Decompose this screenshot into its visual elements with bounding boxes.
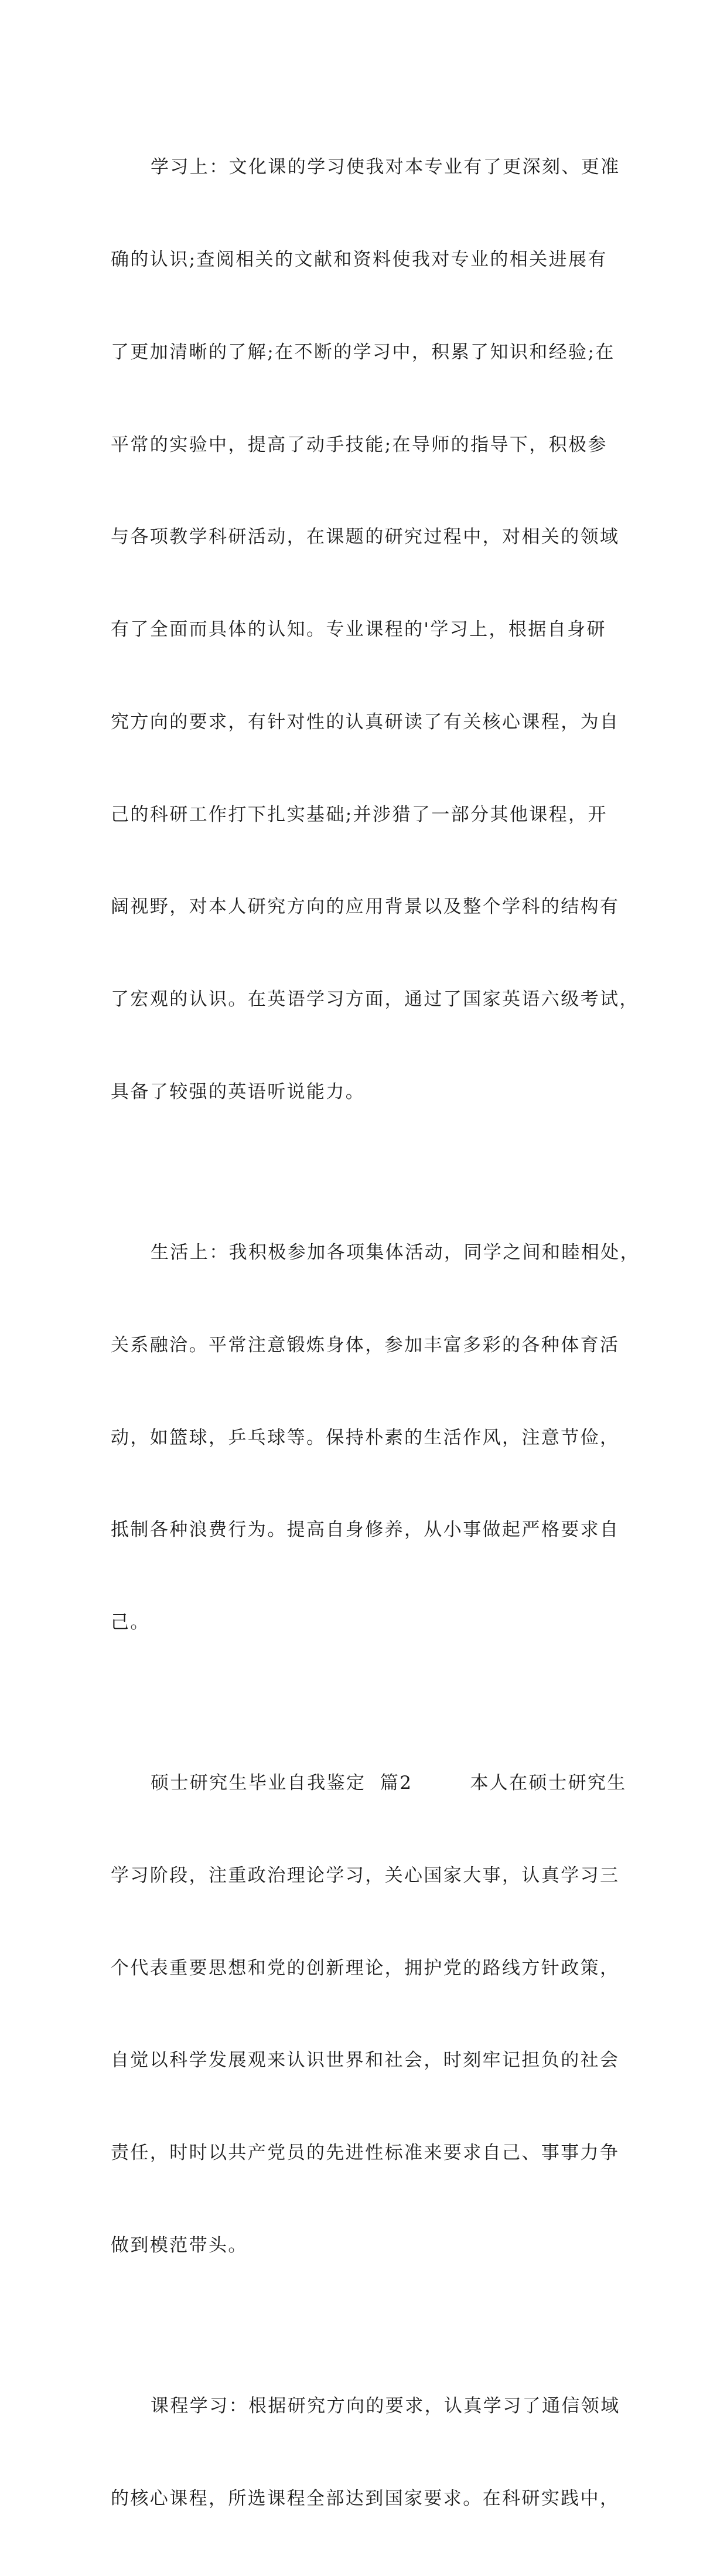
text-line: 抵制各种浪费行为。提高自身修养，从小事做起严格要求自 [111, 1519, 620, 1541]
text-line: 个代表重要思想和党的创新理论，拥护党的路线方针政策， [111, 1957, 620, 1979]
text-line: 阔视野，对本人研究方向的应用背景以及整个学科的结构有 [111, 896, 620, 918]
document-body [111, 90, 640, 2576]
text-line: 自觉以科学发展观来认识世界和社会，时刻牢记担负的社会 [111, 2050, 620, 2071]
text-line: 了宏观的认识。在英语学习方面，通过了国家英语六级考试， [111, 989, 639, 1010]
paragraph-study [111, 90, 639, 1169]
paragraph-life [111, 1176, 640, 1700]
text-line: 学习阶段，注重政治理论学习，关心国家大事，认真学习三 [111, 1864, 620, 1886]
text-line: 做到模范带头。 [111, 2234, 248, 2256]
text-line: 己。 [111, 1612, 150, 1634]
paragraph-part2 [111, 1706, 627, 2323]
paragraph-courses [111, 2329, 620, 2576]
text-line: 学习上：文化课的学习使我对本专业有了更深刻、更准 [151, 156, 620, 178]
text-line: 究方向的要求，有针对性的认真研读了有关核心课程，为自 [111, 711, 620, 733]
text-line: 有了全面而具体的认知。专业课程的'学习上，根据自身研 [111, 619, 606, 641]
text-line: 责任，时时以共产党员的先进性标准来要求自己、事事力争 [111, 2142, 620, 2164]
text-line: 了更加清晰的了解;在不断的学习中，积累了知识和经验;在 [111, 341, 615, 363]
text-line: 生活上：我积极参加各项集体活动，同学之间和睦相处， [151, 1241, 640, 1263]
text-line: 关系融洽。平常注意锻炼身体，参加丰富多彩的各种体育活 [111, 1334, 620, 1356]
text-line: 确的认识;查阅相关的文献和资料使我对专业的相关进展有 [111, 249, 607, 270]
text-line: 的核心课程，所选课程全部达到国家要求。在科研实践中， [111, 2487, 620, 2509]
text-line: 与各项教学科研活动，在课题的研究过程中，对相关的领域 [111, 526, 620, 548]
text-line: 硕士研究生毕业自我鉴定 篇2 本人在硕士研究生 [151, 1772, 627, 1794]
text-line: 动，如篮球，乒乓球等。保持朴素的生活作风，注意节俭， [111, 1427, 620, 1448]
text-line: 具备了较强的英语听说能力。 [111, 1081, 366, 1102]
text-line: 平常的实验中，提高了动手技能;在导师的指导下，积极参 [111, 434, 607, 455]
text-line: 己的科研工作打下扎实基础;并涉猎了一部分其他课程，开 [111, 804, 607, 825]
text-line: 课程学习：根据研究方向的要求，认真学习了通信领域 [151, 2395, 620, 2417]
